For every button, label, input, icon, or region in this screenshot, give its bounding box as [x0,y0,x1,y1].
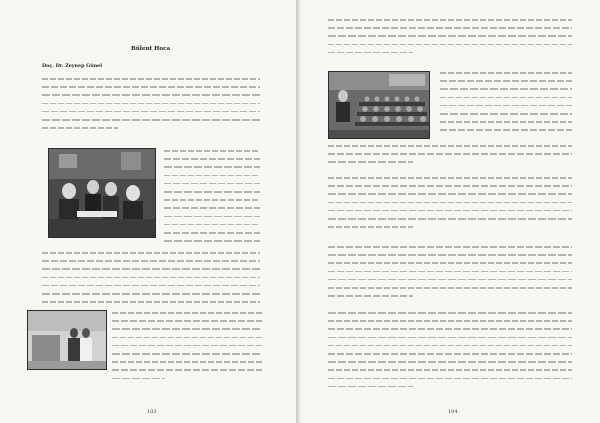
text-line [42,277,260,279]
text-line [328,378,572,380]
right-page [300,0,600,423]
text-line [328,353,572,355]
page-number-right: 104 [448,409,458,415]
text-line [328,369,572,371]
text-line [328,210,572,212]
text-line [112,378,165,380]
text-line [328,287,572,289]
text-line [328,44,572,46]
text-line [328,246,572,248]
text-line [328,328,572,330]
text-line [164,224,260,226]
text-line [42,103,260,105]
group-photo-image [49,149,155,237]
text-line [164,207,260,209]
text-line [112,361,262,363]
text-line [42,127,118,129]
text-line [328,226,413,228]
text-line [112,353,262,355]
text-line [328,35,572,37]
text-line [42,285,260,287]
text-line [112,369,262,371]
lecture-photo-image [28,311,106,369]
group-photo [48,148,156,238]
text-line [328,271,572,273]
text-line [42,119,260,121]
text-line [42,260,260,262]
text-line [42,111,260,113]
text-line [164,216,260,218]
text-line [328,254,572,256]
text-line [440,121,572,123]
left-page [0,0,299,423]
text-line [328,345,572,347]
text-line [42,293,260,295]
article-title: Bülent Hoca [131,46,171,52]
text-line [440,80,572,82]
classroom-photo-image [329,72,429,138]
text-line [440,97,572,99]
text-line [328,361,572,363]
text-line [328,161,413,163]
text-line [112,312,262,314]
text-line [112,328,262,330]
article-author: Doç. Dr. Zeynep Günel [42,63,103,69]
text-line [328,193,572,195]
text-line [328,279,572,281]
text-line [440,113,572,115]
text-line [328,218,572,220]
text-line [328,185,572,187]
text-line [440,105,572,107]
text-line [112,345,262,347]
text-line [164,150,260,152]
text-line [328,386,413,388]
text-line [328,262,572,264]
text-line [328,52,413,54]
text-line [164,175,260,177]
text-line [42,78,260,80]
text-line [440,129,572,131]
text-line [164,191,260,193]
text-line [112,320,262,322]
text-line [328,177,572,179]
text-line [328,202,572,204]
text-line [328,320,572,322]
classroom-photo [328,71,430,139]
text-line [164,232,260,234]
text-line [328,153,572,155]
text-line [440,72,572,74]
text-line [328,27,572,29]
text-line [164,183,260,185]
text-line [328,19,572,21]
text-line [328,312,572,314]
text-line [42,268,260,270]
text-line [328,295,413,297]
text-line [42,301,260,303]
text-line [42,86,260,88]
text-line [164,158,260,160]
text-line [112,337,262,339]
text-line [164,240,260,242]
text-line [164,199,260,201]
text-line [328,145,572,147]
text-line [328,337,572,339]
lecture-photo [27,310,107,370]
text-line [42,252,260,254]
text-line [42,94,260,96]
text-line [440,88,572,90]
page-number-left: 103 [147,409,157,415]
text-line [164,166,260,168]
